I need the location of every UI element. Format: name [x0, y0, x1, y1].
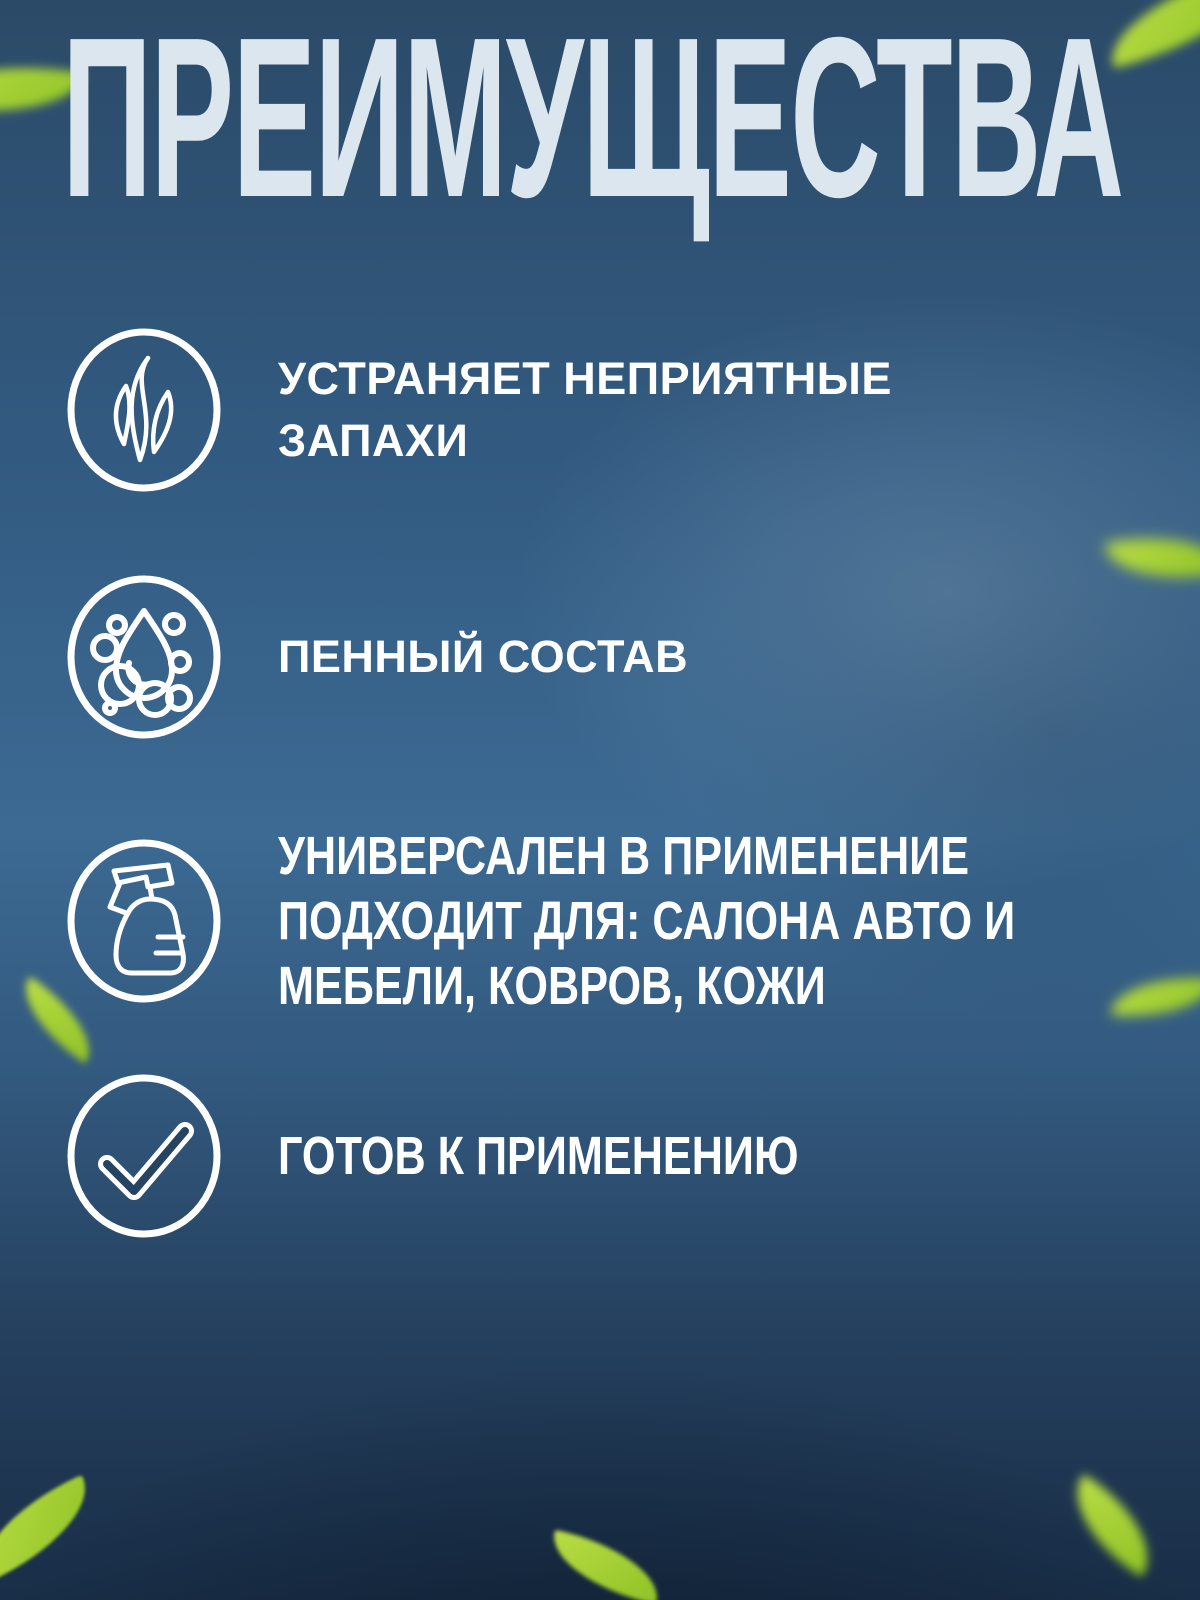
leaf-icon [0, 1475, 106, 1583]
advantage-text [278, 824, 1015, 1018]
advantage-item-ready [62, 1074, 929, 1238]
advantage-line: МЕБЕЛИ, КОВРОВ, КОЖИ [278, 955, 826, 1016]
foam-drop-icon [62, 575, 226, 739]
advantage-line: УНИВЕРСАЛЕН В ПРИМЕНЕНИЕ [278, 826, 970, 886]
leaf-icon [1105, 523, 1200, 592]
advantage-line: ГОТОВ К ПРИМЕНЕНИЮ [278, 1125, 799, 1186]
checkmark-icon [62, 1074, 226, 1238]
advantage-item-odor [62, 328, 892, 492]
smoke-odor-icon [62, 328, 226, 492]
advantage-text [278, 626, 688, 688]
advantage-line: ЗАПАХИ [278, 415, 469, 466]
advantage-text [278, 1124, 799, 1189]
advantage-item-universal [62, 824, 1200, 1018]
advantage-line: ПОДХОДИТ ДЛЯ: САЛОНА АВТО И [278, 890, 1016, 951]
advantage-line: УСТРАНЯЕТ НЕПРИЯТНЫЕ [278, 352, 892, 404]
advantage-text [278, 348, 892, 472]
leaf-icon [544, 1530, 667, 1600]
page-title: ПРЕИМУЩЕСТВА [62, 0, 1123, 245]
spray-bottle-icon [62, 839, 226, 1003]
advantage-line: ПЕННЫЙ СОСТАВ [278, 630, 689, 682]
leaf-icon [1053, 1474, 1171, 1577]
advantage-item-foam [62, 575, 688, 739]
